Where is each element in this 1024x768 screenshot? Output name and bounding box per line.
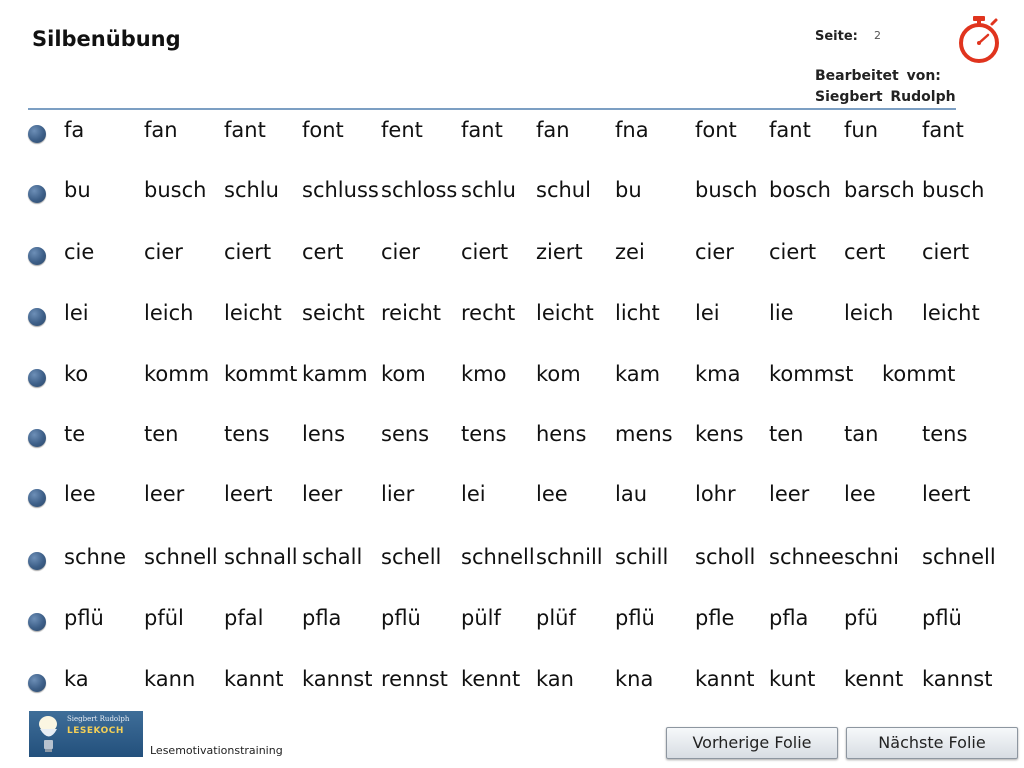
syllable-word: schnell: [461, 545, 535, 569]
syllable-word: busch: [922, 178, 985, 202]
syllable-word: te: [64, 422, 86, 446]
syllable-word: lee: [536, 482, 568, 506]
syllable-word: reicht: [381, 301, 442, 325]
syllable-word: ciert: [922, 240, 970, 264]
syllable-word: lier: [381, 482, 415, 506]
exercise-row: [0, 422, 1024, 462]
syllable-word: zei: [615, 240, 645, 264]
syllable-word: pfla: [302, 606, 342, 630]
syllable-word: kmo: [461, 362, 507, 386]
syllable-word: tens: [461, 422, 507, 446]
syllable-word: pfül: [144, 606, 184, 630]
syllable-word: ziert: [536, 240, 583, 264]
syllable-word: leert: [224, 482, 273, 506]
syllable-word: plüf: [536, 606, 576, 630]
syllable-word: pfle: [695, 606, 735, 630]
syllable-word: leich: [144, 301, 194, 325]
bullet-icon[interactable]: [28, 613, 46, 631]
syllable-word: komm: [144, 362, 210, 386]
bullet-icon[interactable]: [28, 185, 46, 203]
syllable-word: leer: [769, 482, 810, 506]
exercise-row: [0, 606, 1024, 646]
syllable-word: lie: [769, 301, 794, 325]
header-divider: [28, 108, 956, 110]
syllable-word: leer: [302, 482, 343, 506]
syllable-word: fun: [844, 118, 879, 142]
syllable-word: fan: [144, 118, 178, 142]
syllable-word: leer: [144, 482, 185, 506]
syllable-word: lee: [844, 482, 876, 506]
syllable-word: kommst: [769, 362, 854, 386]
syllable-word: barsch: [844, 178, 915, 202]
syllable-word: lei: [64, 301, 89, 325]
syllable-word: mens: [615, 422, 673, 446]
syllable-word: fant: [769, 118, 811, 142]
syllable-word: ten: [769, 422, 804, 446]
syllable-word: bu: [64, 178, 91, 202]
syllable-word: kma: [695, 362, 741, 386]
edited-by-name: Siegbert Rudolph: [815, 89, 956, 105]
syllable-word: schne: [64, 545, 127, 569]
syllable-word: lau: [615, 482, 648, 506]
syllable-word: ciert: [769, 240, 817, 264]
bullet-icon[interactable]: [28, 489, 46, 507]
syllable-word: ten: [144, 422, 179, 446]
syllable-word: schnill: [536, 545, 603, 569]
syllable-word: pfla: [769, 606, 809, 630]
syllable-word: kan: [536, 667, 574, 691]
syllable-word: schill: [615, 545, 669, 569]
exercise-row: [0, 362, 1024, 402]
syllable-word: leich: [844, 301, 894, 325]
syllable-word: ciert: [461, 240, 509, 264]
syllable-word: fa: [64, 118, 85, 142]
syllable-word: cie: [64, 240, 95, 264]
footer-caption: Lesemotivationstraining: [150, 744, 283, 757]
lightbulb-icon: [35, 714, 63, 754]
syllable-word: schall: [302, 545, 363, 569]
syllable-word: schnee: [769, 545, 844, 569]
logo-author: Siegbert Rudolph: [67, 715, 130, 723]
syllable-word: fan: [536, 118, 570, 142]
syllable-word: schnell: [144, 545, 218, 569]
syllable-word: lohr: [695, 482, 736, 506]
syllable-word: tens: [922, 422, 968, 446]
syllable-word: kunt: [769, 667, 816, 691]
syllable-word: kens: [695, 422, 744, 446]
syllable-word: font: [302, 118, 344, 142]
syllable-word: pfal: [224, 606, 264, 630]
lesekoch-logo: [29, 711, 143, 757]
syllable-word: schnall: [224, 545, 298, 569]
syllable-word: fant: [461, 118, 503, 142]
syllable-word: lee: [64, 482, 96, 506]
syllable-word: ka: [64, 667, 89, 691]
syllable-word: kennt: [844, 667, 904, 691]
syllable-word: tens: [224, 422, 270, 446]
syllable-word: schlu: [461, 178, 516, 202]
syllable-word: schloss: [381, 178, 458, 202]
syllable-word: leicht: [224, 301, 282, 325]
syllable-word: kam: [615, 362, 661, 386]
previous-slide-button[interactable]: Vorherige Folie: [666, 727, 838, 759]
syllable-word: pflü: [381, 606, 421, 630]
exercise-row: [0, 118, 1024, 158]
exercise-row: [0, 545, 1024, 585]
syllable-word: sens: [381, 422, 430, 446]
syllable-word: fent: [381, 118, 423, 142]
syllable-word: kannst: [922, 667, 993, 691]
syllable-word: kamm: [302, 362, 368, 386]
syllable-word: cier: [381, 240, 420, 264]
syllable-word: pfü: [844, 606, 879, 630]
syllable-word: schnell: [922, 545, 996, 569]
syllable-word: fna: [615, 118, 649, 142]
edited-by-label: Bearbeitet von:: [815, 68, 941, 84]
syllable-word: pflü: [64, 606, 104, 630]
syllable-word: schlu: [224, 178, 279, 202]
syllable-word: pülf: [461, 606, 501, 630]
syllable-word: tan: [844, 422, 879, 446]
bullet-icon[interactable]: [28, 674, 46, 692]
syllable-word: fant: [224, 118, 266, 142]
syllable-word: kannt: [695, 667, 755, 691]
bullet-icon[interactable]: [28, 308, 46, 326]
syllable-word: kennt: [461, 667, 521, 691]
syllable-word: cier: [695, 240, 734, 264]
syllable-word: lens: [302, 422, 346, 446]
syllable-word: kommt: [224, 362, 298, 386]
syllable-word: licht: [615, 301, 660, 325]
syllable-word: kann: [144, 667, 196, 691]
logo-brand: LESEKOCH: [67, 726, 124, 736]
bullet-icon[interactable]: [28, 552, 46, 570]
syllable-word: kna: [615, 667, 654, 691]
syllable-word: rennst: [381, 667, 448, 691]
syllable-word: leert: [922, 482, 971, 506]
syllable-word: bosch: [769, 178, 831, 202]
syllable-word: hens: [536, 422, 587, 446]
syllable-word: ko: [64, 362, 89, 386]
page-number: 2: [874, 29, 881, 42]
syllable-word: cert: [302, 240, 344, 264]
syllable-word: seicht: [302, 301, 365, 325]
syllable-word: bu: [615, 178, 642, 202]
bullet-icon[interactable]: [28, 429, 46, 447]
syllable-word: lei: [461, 482, 486, 506]
syllable-word: leicht: [536, 301, 594, 325]
syllable-word: font: [695, 118, 737, 142]
syllable-word: fant: [922, 118, 964, 142]
page-title: Silbenübung: [32, 27, 181, 51]
syllable-word: kannt: [224, 667, 284, 691]
syllable-word: cert: [844, 240, 886, 264]
syllable-word: kommt: [882, 362, 956, 386]
syllable-word: schell: [381, 545, 442, 569]
syllable-word: busch: [144, 178, 207, 202]
exercise-row: [0, 482, 1024, 522]
bullet-icon[interactable]: [28, 125, 46, 143]
exercise-row: [0, 240, 1024, 280]
syllable-word: cier: [144, 240, 183, 264]
bullet-icon[interactable]: [28, 247, 46, 265]
syllable-word: schni: [844, 545, 899, 569]
next-slide-button[interactable]: Nächste Folie: [846, 727, 1018, 759]
syllable-word: ciert: [224, 240, 272, 264]
exercise-row: [0, 301, 1024, 341]
syllable-word: scholl: [695, 545, 756, 569]
syllable-word: pflü: [922, 606, 962, 630]
stopwatch-icon[interactable]: [955, 14, 1003, 64]
bullet-icon[interactable]: [28, 369, 46, 387]
syllable-word: schluss: [302, 178, 379, 202]
syllable-word: leicht: [922, 301, 980, 325]
page-label: Seite:: [815, 29, 858, 44]
syllable-word: busch: [695, 178, 758, 202]
edited-by: [815, 66, 956, 108]
syllable-word: schul: [536, 178, 591, 202]
syllable-word: kom: [381, 362, 426, 386]
syllable-word: recht: [461, 301, 516, 325]
syllable-word: kannst: [302, 667, 373, 691]
syllable-word: pflü: [615, 606, 655, 630]
exercise-row: [0, 178, 1024, 218]
syllable-word: lei: [695, 301, 720, 325]
exercise-row: [0, 667, 1024, 707]
syllable-word: kom: [536, 362, 581, 386]
